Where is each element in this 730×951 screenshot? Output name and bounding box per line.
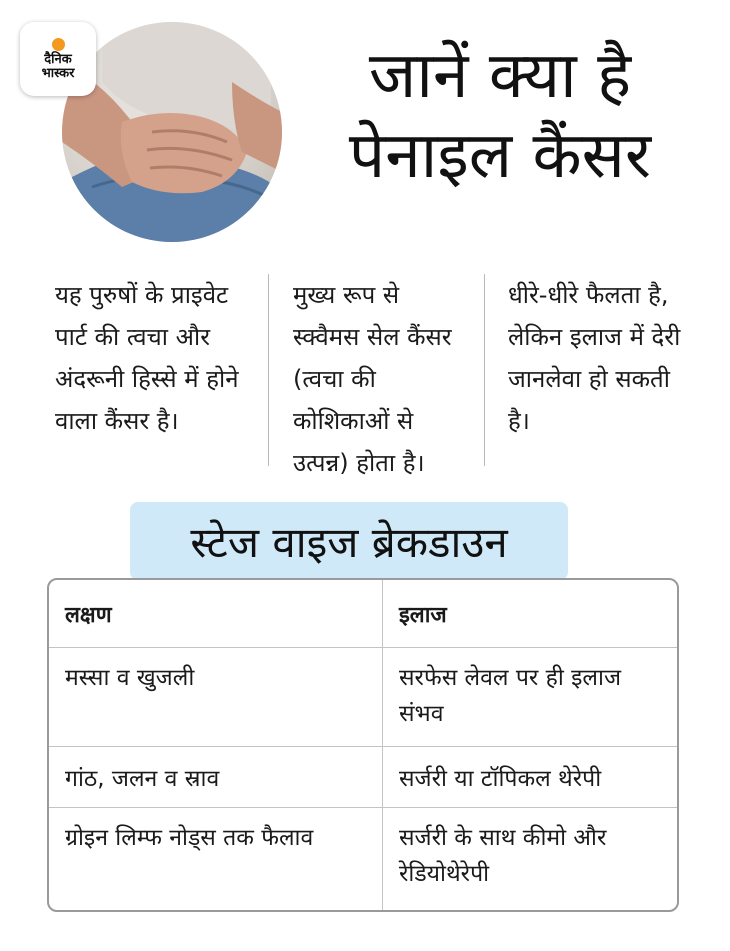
- logo-line-1: दैनिक: [44, 51, 72, 67]
- stage-heading: स्टेज वाइज ब्रेकडाउन: [130, 502, 568, 580]
- logo-line-2: भास्कर: [41, 65, 75, 81]
- title-line-1: जानें क्या है: [368, 39, 632, 113]
- treatment-cell: सर्जरी के साथ कीमो और रेडियोथेरेपी: [399, 825, 607, 887]
- title-line-2: पेनाइल कैंसर: [348, 119, 652, 193]
- treatment-cell: सरफेस लेवल पर ही इलाज संभव: [399, 665, 622, 727]
- symptom-cell: मस्सा व खुजली: [49, 648, 383, 746]
- stage-table: [47, 578, 679, 912]
- page-title: [300, 36, 700, 196]
- header-symptoms: लक्षण: [49, 580, 383, 647]
- header-treatment: इलाज: [399, 603, 447, 628]
- column-divider: [484, 274, 485, 466]
- table-row: [49, 648, 677, 747]
- column-divider: [268, 274, 269, 466]
- logo-sun-icon: [52, 38, 65, 51]
- intro-text-1: यह पुरुषों के प्राइवेट पार्ट की त्वचा और अंदरूनी हिस्से में होने वाला कैंसर है।: [55, 281, 239, 435]
- symptom-cell: ग्रोइन लिम्फ नोड्स तक फैलाव: [49, 808, 383, 910]
- intro-text-2: मुख्य रूप से स्क्वैमस सेल कैंसर (त्वचा की कोशिकाओं से उत्पन्न) होता है।: [293, 281, 452, 477]
- symptom-cell: गांठ, जलन व स्राव: [49, 747, 383, 807]
- intro-text-3: धीरे-धीरे फैलता है, लेकिन इलाज में देरी जानलेवा हो सकती है।: [508, 281, 681, 435]
- table-header-row: [49, 580, 677, 648]
- treatment-cell: सर्जरी या टॉपिकल थेरेपी: [399, 766, 602, 792]
- dainik-bhaskar-logo: [20, 22, 96, 96]
- table-row: [49, 747, 677, 808]
- table-row: [49, 808, 677, 910]
- intro-section: [0, 268, 730, 478]
